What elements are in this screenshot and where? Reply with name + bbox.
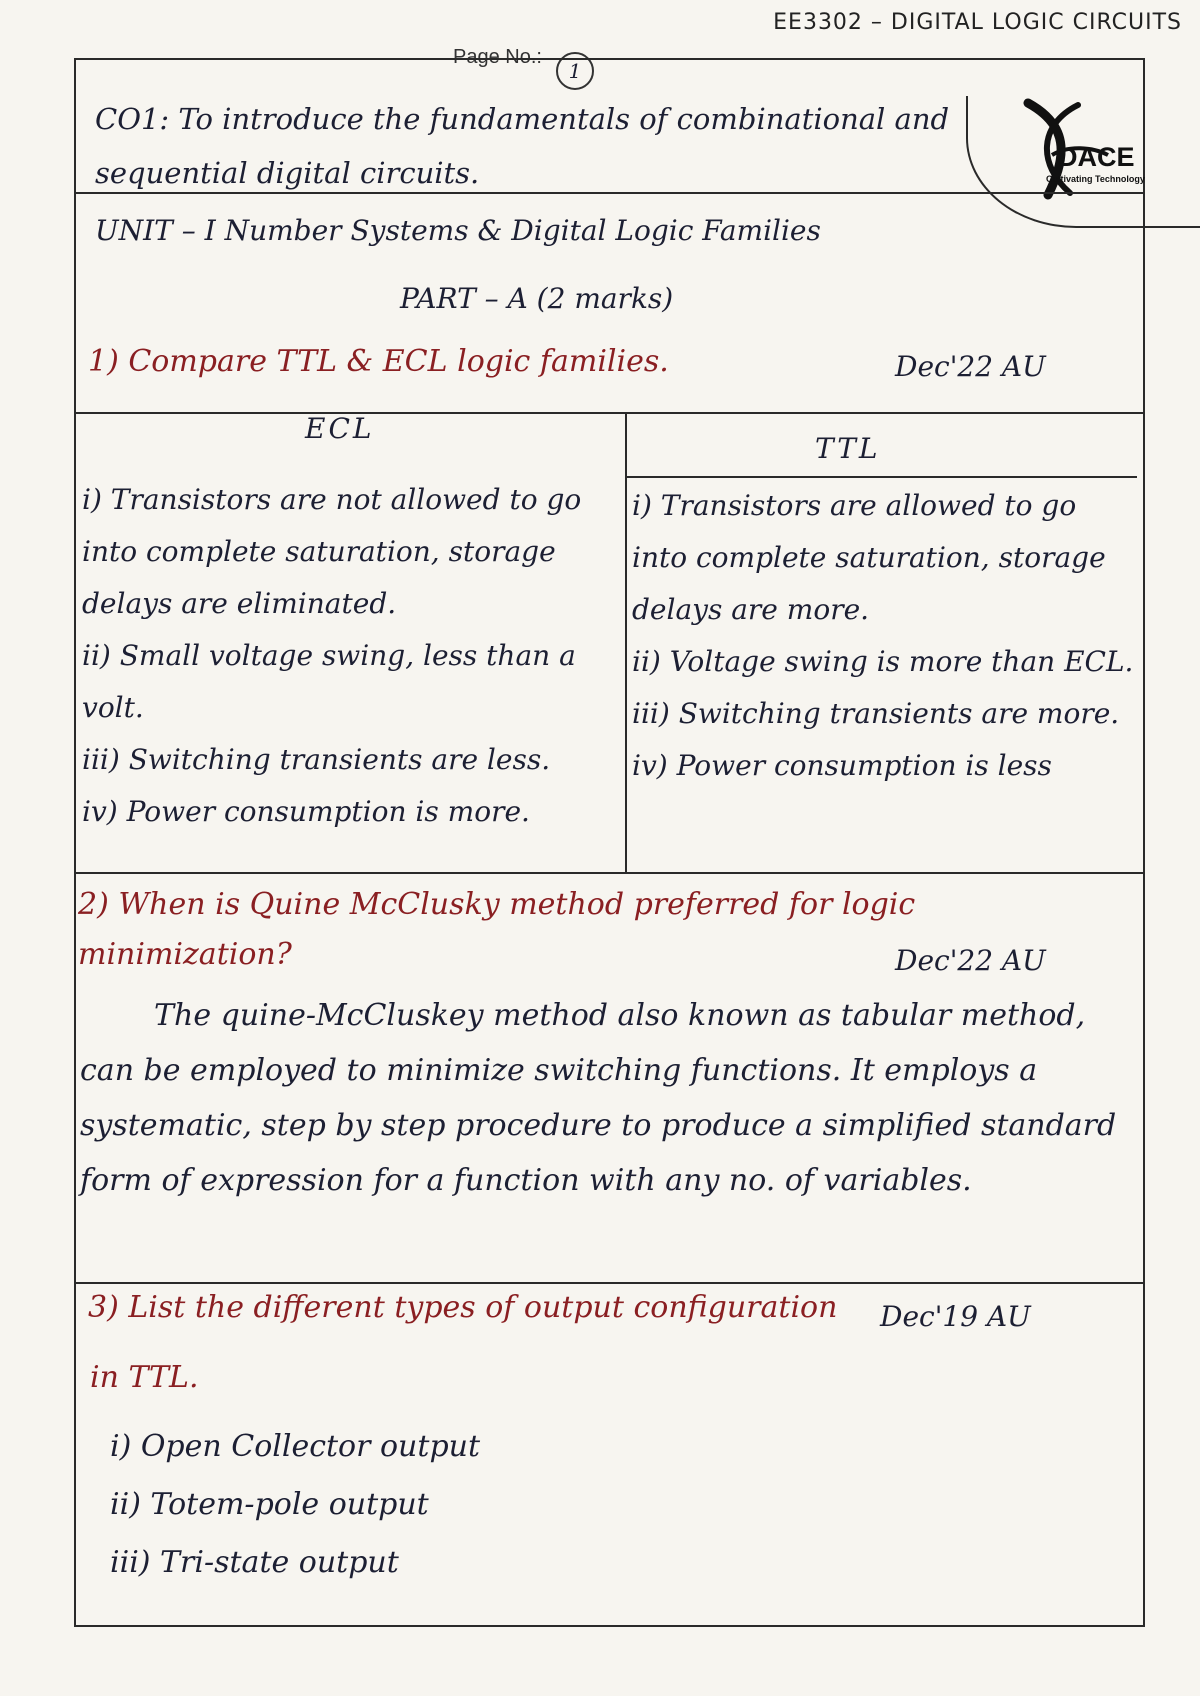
unit-title: UNIT – I Number Systems & Digital Logic Families: [95, 214, 821, 247]
logo-tagline: Cultivating Technology: [1046, 174, 1145, 184]
question-3: 3) List the different types of output configuration: [88, 1290, 838, 1325]
question-3-continued: in TTL.: [90, 1360, 199, 1395]
question-2-tag: Dec'22 AU: [895, 944, 1046, 977]
part-title: PART – A (2 marks): [400, 282, 674, 315]
question-3-tag: Dec'19 AU: [880, 1300, 1031, 1333]
divider-line: [74, 192, 1144, 194]
table-column-divider: [625, 412, 627, 872]
table-top-line: [74, 412, 1144, 414]
question-1: 1) Compare TTL & ECL logic families.: [88, 344, 669, 379]
divider-line: [74, 1282, 1144, 1284]
table-bottom-line: [74, 872, 1144, 874]
table-header-line: [627, 476, 1137, 478]
page-number: 1: [556, 52, 594, 90]
list-item: i) Open Collector output: [110, 1429, 481, 1464]
ecl-points: i) Transistors are not allowed to go into complete saturation, storage delays are eliminated. ii) Small voltage swing, less than a volt. iii) Switching transients are less. iv) Power consumption is more.: [82, 483, 582, 828]
table-header-ecl: ECL: [305, 412, 375, 445]
question-1-tag: Dec'22 AU: [895, 350, 1046, 383]
table-header-ttl: TTL: [815, 432, 881, 465]
page-no-label: Page No.:: [453, 46, 542, 68]
logo-name: DACE: [1058, 142, 1135, 172]
list-item: iii) Tri-state output: [110, 1545, 399, 1580]
answer-2: The quine-McCluskey method also known as tabular method, can be employed to minimize switching functions. It employs a systematic, step by step procedure to produce a simplified standard form of expression for a function with any no. of variables.: [80, 998, 1117, 1198]
question-2: 2) When is Quine McClusky method preferred for logic minimization?: [78, 887, 916, 972]
output-configuration-list: [110, 1418, 480, 1592]
ttl-points: i) Transistors are allowed to go into complete saturation, storage delays are more. ii) Voltage swing is more than ECL. iii) Switching transients are more. iv) Power consumption is less: [632, 489, 1134, 782]
list-item: ii) Totem-pole output: [110, 1487, 429, 1522]
course-title: EE3302 – DIGITAL LOGIC CIRCUITS: [773, 10, 1182, 35]
course-outcome: CO1: To introduce the fundamentals of combinational and sequential digital circuits.: [95, 102, 950, 190]
